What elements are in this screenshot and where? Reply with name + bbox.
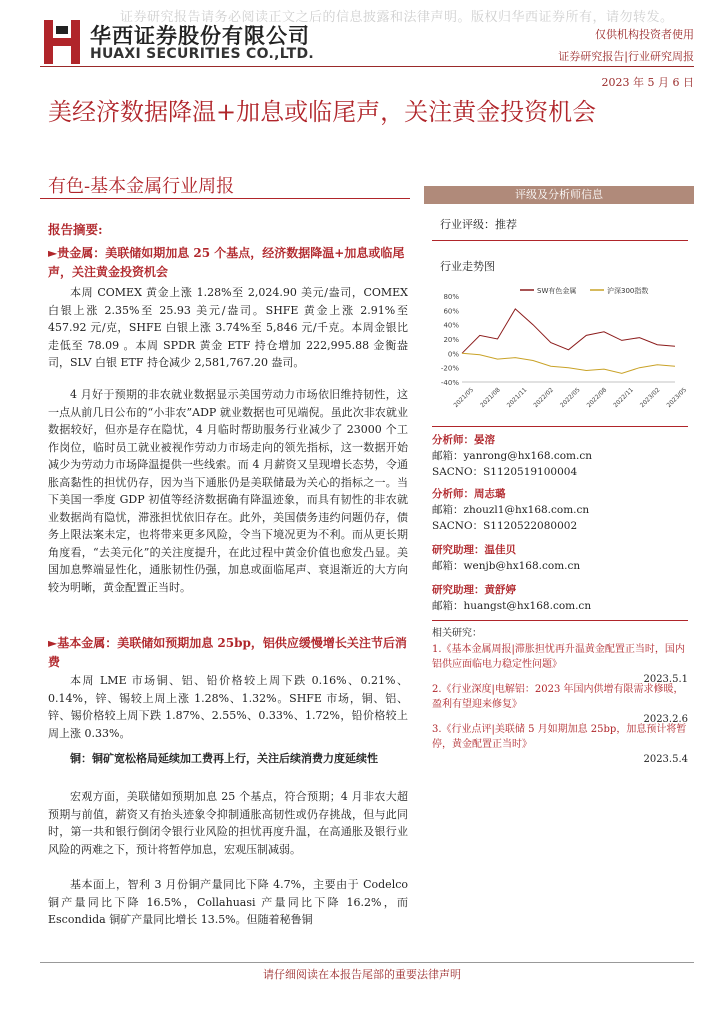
x-tick-label: 2023/02 <box>638 386 662 410</box>
panel-header: 评级及分析师信息 <box>424 186 694 204</box>
x-tick-label: 2022/08 <box>585 386 609 410</box>
gold-heading: ►贵金属：美联储如期加息 25 个基点，经济数据降温+加息或临尾声，关注黄金投资机会 <box>48 246 405 279</box>
industry-trend-chart <box>430 280 690 420</box>
analyst-name: 分析师：晏溶 <box>432 434 495 446</box>
series-line-1 <box>462 309 675 353</box>
huaxi-logo-icon <box>44 20 80 64</box>
y-tick-label: 60% <box>443 307 459 316</box>
base-metals-heading: ►基本金属：美联储如预期加息 25bp，铝供应缓慢增长关注节后消费 <box>48 636 407 669</box>
y-tick-label: 80% <box>443 293 459 301</box>
gold-paragraph-1: 本周 COMEX 黄金上涨 1.28%至 2,024.90 美元/盎司，COMEX 白银上涨 2.35%至 25.93 美元/盎司。SHFE 黄金上涨 2.91%至 457.92 元/克，SHFE 白银上涨 3.74%至 5,846 元/千克。本周金银比走低至 78.09 。本周 SPDR 黄金 ETF 持仓增加 222,995.88 金衡盎司，SLV 白银 ETF 持仓减少 2,581,767.20 盎司。 <box>48 286 408 369</box>
report-subtitle: 有色-基本金属行业周报 <box>48 176 235 197</box>
summary-heading: 报告摘要: <box>48 222 103 237</box>
copper-heading: 铜：铜矿宽松格局延续加工费再上行，关注后续消费力度延续性 <box>70 752 378 765</box>
x-tick-label: 2022/05 <box>558 386 582 410</box>
y-tick-label: -40% <box>440 379 459 387</box>
panel-divider-2 <box>432 426 688 427</box>
company-name-cn: 华西证券股份有限公司 <box>90 24 310 48</box>
analyst-name: 分析师：周志璐 <box>432 488 506 500</box>
usage-note: 仅供机构投资者使用 <box>595 28 694 41</box>
analyst-block-1 <box>432 432 688 480</box>
subtitle-divider <box>40 198 410 199</box>
analyst-sac: SACNO：S1120522080002 <box>432 520 578 532</box>
series-line-2 <box>462 353 675 373</box>
copper-paragraph-2: 基本面上，智利 3 月份铜产量同比下降 4.7%，主要由于 Codelco 铜产量同比下降 16.5%，Collahuasi 产量同比下降 16.2%，而 Escondida 铜矿产量同比增长 13.5%。但随着秘鲁铜 <box>48 878 408 926</box>
legal-footer: 请仔细阅读在本报告尾部的重要法律声明 <box>263 968 461 981</box>
assistant-block-2 <box>432 582 688 614</box>
legend-label-2: 沪深300指数 <box>607 287 649 295</box>
header-divider <box>40 66 694 67</box>
assistant-email[interactable]: 邮箱：huangst@hx168.com.cn <box>432 600 592 612</box>
footer-divider <box>40 962 694 963</box>
y-tick-label: 40% <box>443 321 459 330</box>
company-name-en: HUAXI SECURITIES CO.,LTD. <box>90 46 315 62</box>
base-metals-paragraph: 本周 LME 市场铜、铝、铅价格较上周下跌 0.16%、0.21%、0.14%，锌、锡较上周上涨 1.28%、1.32%。SHFE 市场，铜、铝、锌、锡价格较上周下跌 1.87%、2.55%、0.33%、1.72%，铅价格较上周上涨 0.33%。 <box>48 674 408 740</box>
related-research-label: 相关研究： <box>432 628 482 639</box>
analyst-email[interactable]: 邮箱：yanrong@hx168.com.cn <box>432 450 592 462</box>
watermark: 证券研究报告请务必阅读正文之后的信息披露和法律声明。版权归华西证券所有，请勿转发。 <box>120 10 674 25</box>
panel-divider-1 <box>432 240 688 241</box>
x-tick-label: 2022/02 <box>532 386 555 410</box>
assistant-name: 研究助理：温佳贝 <box>432 544 516 556</box>
analyst-block-2 <box>432 486 688 534</box>
assistant-email[interactable]: 邮箱：wenjb@hx168.com.cn <box>432 560 581 572</box>
related-item-2[interactable]: 2.《行业深度|电解铝：2023 年国内供增有限需求修暖，盈利有望迎来修复》 2023.2.6 <box>432 684 688 725</box>
gold-paragraph-2: 4 月好于预期的非农就业数据显示美国劳动力市场依旧维持韧性，这一点从前几日公布的“小非农”ADP 就业数据也可见端倪。虽此次非农就业数据较好，但亦是存在隐忧，4 月临时帮助服务行业减少了 23000 个工作岗位，临时员工就业被视作劳动力市场走向的领先指标，这一数据开始减少为劳动力市场降温提供一些线索。而 4 月薪资又呈现增长态势，令通胀高黏性的担忧仍存，因为当下通胀仍是美联储最为关心的指标之一。当下美国一季度 GDP 初值等经济数据确有降温迹象，而具有韧性的非农就业数据尚有隐忧，滞涨担忧依旧存在。此外，美国债务违约问题仍存，债务上限法案未定，也将带来更多风险，令当下境况更为不利。而从更长期角度看，“去美元化”的关注度提升，在此过程中黄金价值也愈发凸显。美国加息弊端显性化，通胀韧性仍强，加息或面临尾声、衰退渐近的大方向较为明晰，黄金配置正当时。 <box>48 388 408 594</box>
x-tick-label: 2021/11 <box>505 386 529 410</box>
analyst-sac: SACNO：S1120519100004 <box>432 466 578 478</box>
x-tick-label: 2021/08 <box>479 386 502 410</box>
x-tick-label: 2023/05 <box>665 386 689 410</box>
related-item-1[interactable]: 1.《基本金属周报|滞胀担忧再升温黄金配置正当时，国内铝供应面临电力稳定性问题》 2023.5.1 <box>432 644 688 685</box>
x-tick-label: 2021/05 <box>452 386 476 410</box>
x-tick-label: 2022/11 <box>612 386 635 410</box>
panel-divider-3 <box>432 620 688 621</box>
copper-paragraph-1: 宏观方面，美联储如预期加息 25 个基点，符合预期；4 月非农大超预期与前值，薪资又有抬头迹象令抑制通胀高韧性或仍存挑战，但与此同时，第一共和银行倒闭令银行业风险的担忧再度升温，在高通胀及银行业风险的两难之下，预计将暂停加息，宏观压制减弱。 <box>48 790 408 856</box>
y-tick-label: -20% <box>440 364 459 373</box>
trend-label: 行业走势图 <box>440 260 495 273</box>
y-tick-label: 20% <box>443 336 459 344</box>
y-tick-label: 0% <box>447 350 459 359</box>
analyst-email[interactable]: 邮箱：zhouzl1@hx168.com.cn <box>432 504 590 516</box>
assistant-block-1 <box>432 542 688 574</box>
assistant-name: 研究助理：黄舒婷 <box>432 584 516 596</box>
report-date: 2023 年 5 月 6 日 <box>601 76 694 89</box>
industry-rating: 行业评级：推荐 <box>440 218 517 231</box>
report-type: 证券研究报告|行业研究周报 <box>558 50 694 63</box>
legend-label-1: SW有色金属 <box>537 287 577 295</box>
related-item-3[interactable]: 3.《行业点评|美联储 5 月如期加息 25bp，加息预计将暂停，黄金配置正当时》 2023.5.4 <box>432 724 688 765</box>
report-title: 美经济数据降温+加息或临尾声，关注黄金投资机会 <box>48 98 597 126</box>
